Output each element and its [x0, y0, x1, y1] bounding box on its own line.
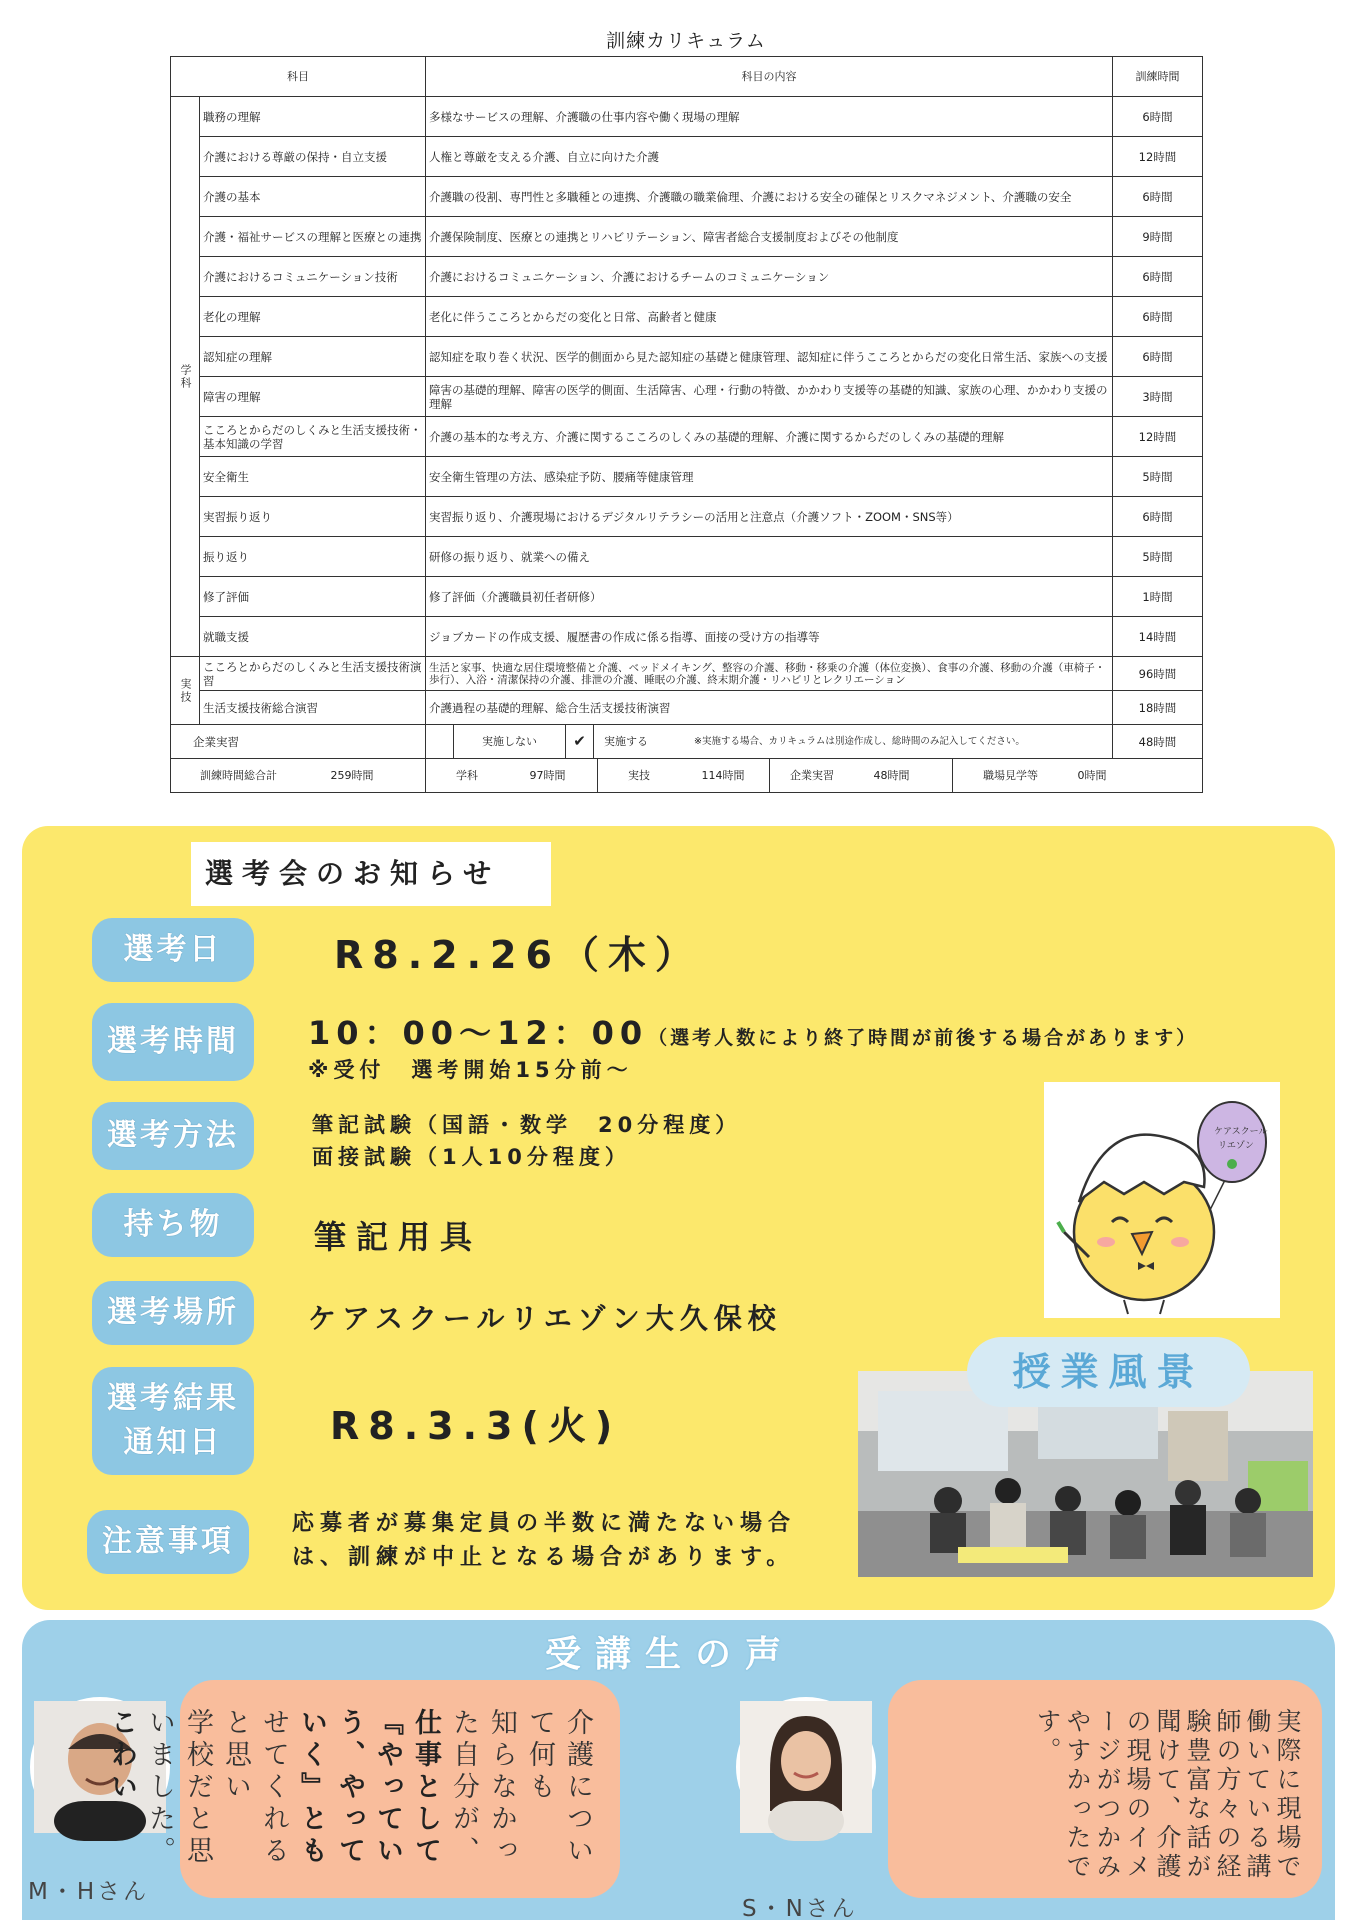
comment-line: 学校だと思いました。: [144, 1708, 213, 1868]
student2-name: S・Nさん: [742, 1896, 858, 1922]
date-label: 選考日: [92, 918, 254, 982]
row-content: 人権と尊厳を支える介護、自立に向けた介護: [426, 137, 1113, 177]
row-hours: 14時間: [1113, 617, 1203, 657]
table-row: [171, 177, 1203, 217]
caution-label: 注意事項: [87, 1510, 249, 1574]
table-row: [171, 137, 1203, 177]
row-content: 障害の基礎的理解、障害の医学的側面、生活障害、心理・行動の特徴、かかわり支援等の基礎的知識、家族の心理、かかわり支援の理解: [426, 377, 1113, 417]
time-note: （選考人数により終了時間が前後する場合があります）: [648, 1027, 1199, 1049]
row-subject: 介護における尊厳の保持・自立支援: [200, 137, 426, 177]
balloon-text-2: リエゾン: [1218, 1141, 1254, 1151]
row-content: 老化に伴うこころとからだの変化と日常、高齢者と健康: [426, 297, 1113, 337]
row-content: 研修の振り返り、就業への備え: [426, 537, 1113, 577]
row-content: ジョブカードの作成支援、履歴書の作成に係る指導、面接の受け方の指導等: [426, 617, 1113, 657]
row-content: 実習振り返り、介護現場におけるデジタルリテラシーの活用と注意点（介護ソフト・ZOOM・SNS等）: [426, 497, 1113, 537]
row-subject: 職務の理解: [200, 97, 426, 137]
time-reception: ※受付 選考開始15分前～: [308, 1058, 633, 1082]
comment-emphasis: こわい: [106, 1708, 137, 1804]
table-row: [171, 377, 1203, 417]
row-content: 生活と家事、快適な居住環境整備と介護、ベッドメイキング、整容の介護、移動・移乗の介護（体位変換）、食事の介護、移動の介護（車椅子・歩行）、入浴・清潔保持の介護、排泄の介護、睡眠の介護、終末期介護・リハビリとレクリエーション: [426, 657, 1113, 691]
lecture-total-label: 学科: [456, 769, 478, 782]
row-subject: 就職支援: [200, 617, 426, 657]
category-lecture: 学科: [171, 97, 200, 657]
result-value: R8.3.3(火): [330, 1404, 622, 1448]
student2-bubble: [888, 1680, 1322, 1898]
row-hours: 6時間: [1113, 497, 1203, 537]
row-content: 多様なサービスの理解、介護職の仕事内容や働く現場の理解: [426, 97, 1113, 137]
row-hours: 5時間: [1113, 537, 1203, 577]
enterprise-yes: 実施する: [604, 734, 648, 748]
table-row: [171, 417, 1203, 457]
total-label: 訓練時間総合計: [200, 768, 277, 782]
row-content: 介護の基本的な考え方、介護に関するこころのしくみの基礎的理解、介護に関するからだのしくみの基礎的理解: [426, 417, 1113, 457]
enterprise-note: ※実施する場合、カリキュラムは別途作成し、総時間のみ記入してください。: [694, 735, 1025, 747]
time-line: [308, 1008, 1198, 1054]
comment-line: せてくれると思い: [220, 1708, 289, 1868]
result-label-line2: 通知日: [123, 1425, 223, 1460]
chick-illustration: [1044, 1082, 1280, 1318]
row-subject: 振り返り: [200, 537, 426, 577]
totals-row: [171, 759, 1203, 793]
row-hours: 1時間: [1113, 577, 1203, 617]
row-hours: 5時間: [1113, 457, 1203, 497]
student2-photo: [740, 1701, 872, 1833]
method-line1: 筆記試験（国語・数学 20分程度）: [312, 1113, 742, 1137]
enterprise-row: [171, 725, 1203, 759]
table-row: [171, 97, 1203, 137]
student1-bubble: [106, 1680, 620, 1898]
row-content: 認知症を取り巻く状況、医学的側面から見た認知症の基礎と健康管理、認知症に伴うこころとからだの変化日常生活、家族への支援: [426, 337, 1113, 377]
items-label: 持ち物: [92, 1193, 254, 1257]
table-row: [171, 497, 1203, 537]
table-header: [171, 57, 1203, 97]
method-label: 選考方法: [92, 1102, 254, 1170]
check-icon: ✔: [566, 725, 594, 758]
row-hours: 3時間: [1113, 377, 1203, 417]
selection-title: 選考会のお知らせ: [191, 842, 551, 906]
chick-mascot: [1044, 1082, 1280, 1318]
row-subject: 安全衛生: [200, 457, 426, 497]
table-row: [171, 657, 1203, 691]
row-content: 介護職の役割、専門性と多職種との連携、介護職の職業倫理、介護における安全の確保とリスクマネジメント、介護職の安全: [426, 177, 1113, 217]
row-hours: 6時間: [1113, 297, 1203, 337]
enterprise-hours: 48時間: [1113, 725, 1203, 759]
row-content: 介護保険制度、医療との連携とリハビリテーション、障害者総合支援制度およびその他制度: [426, 217, 1113, 257]
tour-total-label: 職場見学等: [983, 768, 1038, 782]
row-hours: 9時間: [1113, 217, 1203, 257]
row-hours: 6時間: [1113, 257, 1203, 297]
curriculum-table: [170, 56, 1203, 793]
enterprise-total-value: 48時間: [873, 769, 910, 782]
row-hours: 6時間: [1113, 97, 1203, 137]
place-label: 選考場所: [92, 1281, 254, 1345]
header-content: 科目の内容: [426, 57, 1113, 97]
table-row: [171, 537, 1203, 577]
enterprise-no: 実施しない: [454, 725, 566, 758]
header-subject: 科目: [171, 57, 426, 97]
row-subject: 介護・福祉サービスの理解と医療との連携: [200, 217, 426, 257]
row-subject: 生活支援技術総合演習: [200, 691, 426, 725]
totals-overall: [171, 759, 426, 793]
row-subject: こころとからだのしくみと生活支援技術・基本知識の学習: [200, 417, 426, 457]
row-subject: こころとからだのしくみと生活支援技術演習: [200, 657, 426, 691]
student2-avatar: [736, 1697, 876, 1837]
caution-line1: 応募者が募集定員の半数に満たない場合: [292, 1511, 797, 1536]
category-practical: 実技: [171, 657, 200, 725]
comment-line: 介護について何も: [524, 1708, 593, 1868]
row-hours: 18時間: [1113, 691, 1203, 725]
header-hours: 訓練時間: [1113, 57, 1203, 97]
table-row: [171, 217, 1203, 257]
table-row: [171, 337, 1203, 377]
row-subject: 介護の基本: [200, 177, 426, 217]
photo-label: 授業風景: [967, 1337, 1250, 1407]
caution-line2: は、訓練が中止となる場合があります。: [292, 1545, 795, 1570]
tour-total-value: 0時間: [1077, 768, 1107, 782]
table-row: [171, 617, 1203, 657]
place-value: ケアスクールリエゾン大久保校: [308, 1302, 782, 1335]
row-subject: 認知症の理解: [200, 337, 426, 377]
table-row: [171, 457, 1203, 497]
curriculum-title: 訓練カリキュラム: [606, 30, 766, 52]
time-value: 10：00～12：00: [308, 1014, 649, 1052]
row-hours: 96時間: [1113, 657, 1203, 691]
row-content: 修了評価（介護職員初任者研修）: [426, 577, 1113, 617]
comment-line: 仕事として『やってい: [372, 1708, 441, 1868]
enterprise-options: [426, 725, 1113, 759]
practical-total-label: 実技: [628, 769, 650, 782]
comment-line: 知らなかった自分が、: [448, 1708, 517, 1868]
practical-total-value: 114時間: [701, 769, 745, 782]
balloon-text-1: ケアスクール: [1214, 1127, 1268, 1137]
comment-line: う、やっていく』とも: [296, 1708, 365, 1868]
row-content: 安全衛生管理の方法、感染症予防、腰痛等健康管理: [426, 457, 1113, 497]
totals-breakdown: [426, 759, 1203, 793]
row-subject: 老化の理解: [200, 297, 426, 337]
method-line2: 面接試験（1人10分程度）: [312, 1145, 631, 1169]
row-hours: 6時間: [1113, 337, 1203, 377]
total-value: 259時間: [330, 768, 374, 782]
row-subject: 障害の理解: [200, 377, 426, 417]
table-row: [171, 691, 1203, 725]
row-subject: 介護におけるコミュニケーション技術: [200, 257, 426, 297]
student1-name: M・Hさん: [28, 1879, 150, 1905]
voices-title: 受講生の声: [544, 1634, 795, 1675]
result-label: [92, 1367, 254, 1475]
student1-comment: [102, 1708, 596, 1898]
items-value: 筆記用具: [314, 1218, 483, 1256]
row-content: 介護におけるコミュニケーション、介護におけるチームのコミュニケーション: [426, 257, 1113, 297]
row-hours: 6時間: [1113, 177, 1203, 217]
table-row: [171, 257, 1203, 297]
enterprise-total-label: 企業実習: [790, 769, 834, 782]
lecture-total-value: 97時間: [529, 769, 566, 782]
date-value: R8.2.26（木）: [334, 933, 702, 977]
row-subject: 実習振り返り: [200, 497, 426, 537]
table-row: [171, 577, 1203, 617]
row-hours: 12時間: [1113, 137, 1203, 177]
student2-comment: 実際に現場で働いている講師の方々の経験豊富な話が聞けて、介護の現場のイメージがつかみやすかったです。: [1033, 1708, 1302, 1882]
enterprise-label: 企業実習: [171, 725, 426, 759]
row-hours: 12時間: [1113, 417, 1203, 457]
row-content: 介護過程の基礎的理解、総合生活支援技術演習: [426, 691, 1113, 725]
time-label: 選考時間: [92, 1003, 254, 1081]
result-label-line1: 選考結果: [107, 1381, 239, 1416]
table-row: [171, 297, 1203, 337]
row-subject: 修了評価: [200, 577, 426, 617]
